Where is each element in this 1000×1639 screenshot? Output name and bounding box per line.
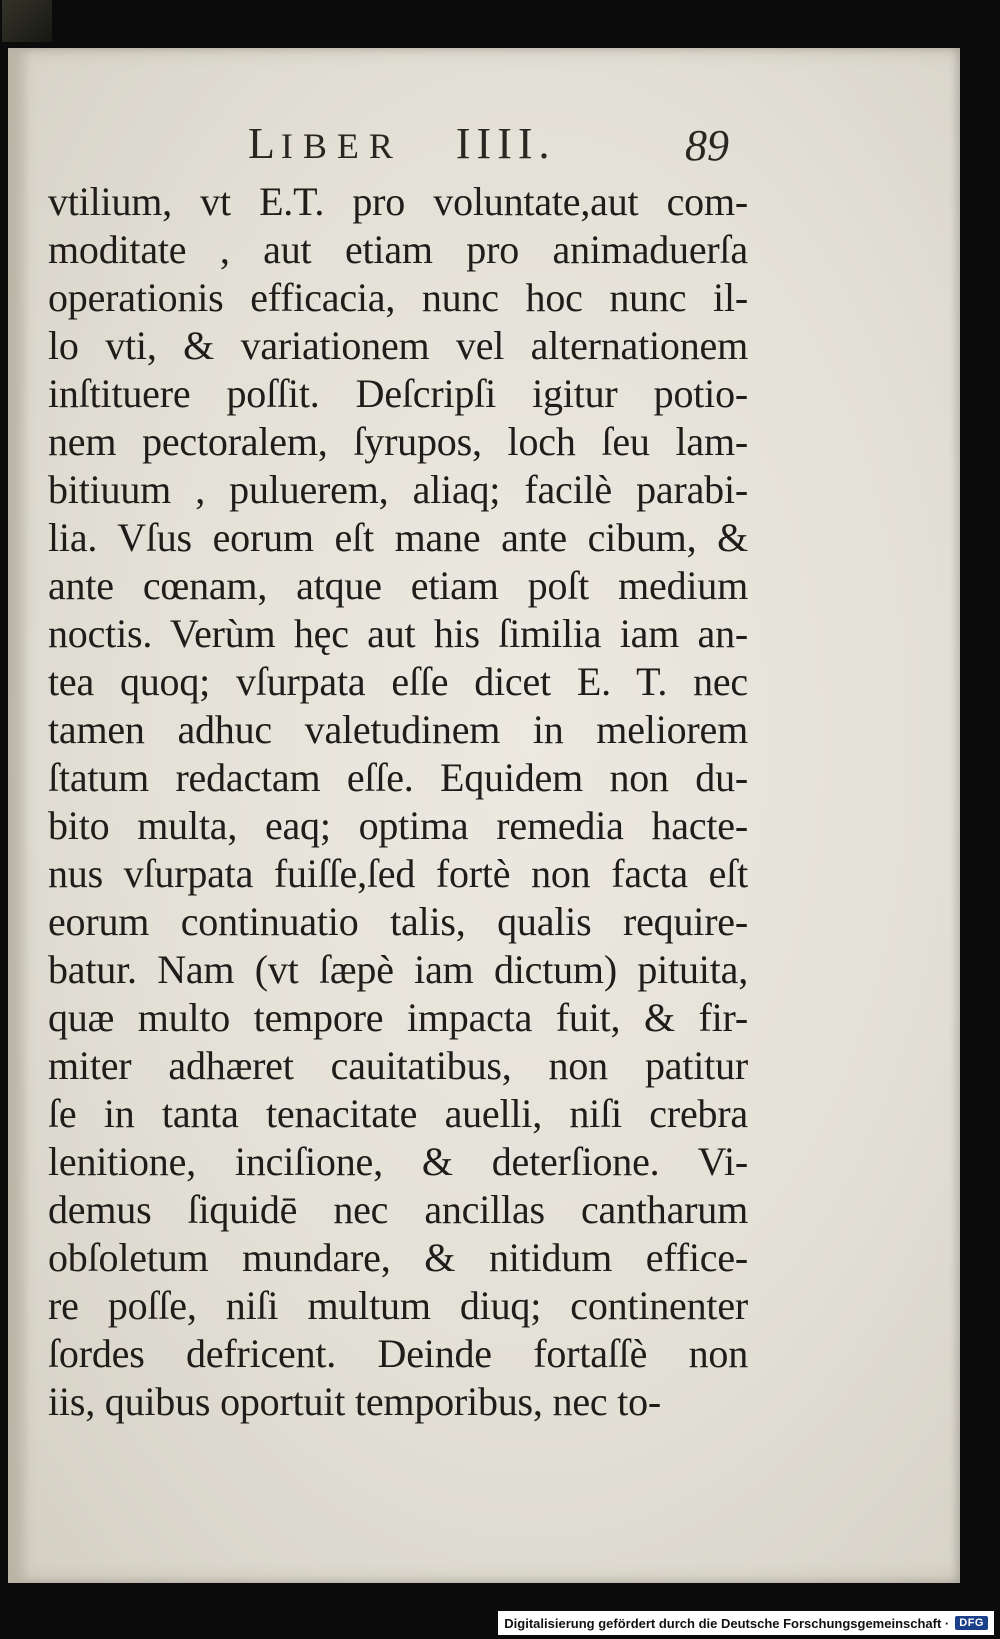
text-line: quæ multo tempore impacta fuit, & fir- (48, 995, 748, 1040)
text-line: operationis efficacia, nunc hoc nunc il- (48, 275, 748, 320)
text-line: tamen adhuc valetudinem in meliorem (48, 707, 748, 752)
text-line: eorum continuatio talis, qualis require- (48, 899, 748, 944)
text-line: noctis. Verùm hęc aut his ſimilia iam an- (48, 611, 748, 656)
text-line: bito multa, eaq; optima remedia hacte- (48, 803, 748, 848)
text-line: miter adhæret cauitatibus, non patitur (48, 1043, 748, 1088)
text-line: inſtituere poſſit. Deſcripſi igitur potio- (48, 371, 748, 416)
library-stamp-corner (2, 0, 52, 42)
text-line: bitiuum , puluerem, aliaq; facilè parabi- (48, 467, 748, 512)
page-number: 89 (685, 121, 729, 170)
text-line: ſtatum redactam eſſe. Equidem non du- (48, 755, 748, 800)
body-text (48, 178, 748, 1426)
text-line: ante cœnam, atque etiam poſt medium (48, 563, 748, 608)
running-title-initial: L (248, 119, 281, 168)
text-line: vtilium, vt E.T. pro voluntate,aut com- (48, 179, 748, 224)
text-line: batur. Nam (vt ſæpè iam dictum) pituita, (48, 947, 748, 992)
text-line: moditate , aut etiam pro animaduerſa (48, 227, 748, 272)
text-line: lo vti, & variationem vel alternationem (48, 323, 748, 368)
digitization-credit (498, 1611, 994, 1635)
text-line: demus ſiquidē nec ancillas cantharum (48, 1187, 748, 1232)
page-gutter-shadow (8, 48, 30, 1583)
text-line: obſoletum mundare, & nitidum effice- (48, 1235, 748, 1280)
running-title (248, 118, 556, 169)
text-line: lenitione, inciſione, & deterſione. Vi- (48, 1139, 748, 1184)
text-line: nus vſurpata fuiſſe,ſed fortè non facta eſt (48, 851, 748, 896)
running-title-rest: IBER (280, 126, 403, 166)
text-line: lia. Vſus eorum eſt mane ante cibum, & (48, 515, 748, 560)
text-line: nem pectoralem, ſyrupos, loch ſeu lam- (48, 419, 748, 464)
dfg-logo: DFG (955, 1616, 988, 1630)
book-number: IIII. (455, 119, 556, 168)
text-line: iis, quibus oportuit temporibus, nec to- (48, 1379, 662, 1424)
text-line: tea quoq; vſurpata eſſe dicet E. T. nec (48, 659, 748, 704)
text-line: ſe in tanta tenacitate auelli, niſi crebra (48, 1091, 748, 1136)
book-page (8, 48, 960, 1583)
credit-text: Digitalisierung gefördert durch die Deutsche Forschungsgemeinschaft · (504, 1615, 950, 1631)
text-line: ſordes defricent. Deinde fortaſſè non (48, 1331, 748, 1376)
text-line: re poſſe, niſi multum diuq; continenter (48, 1283, 748, 1328)
